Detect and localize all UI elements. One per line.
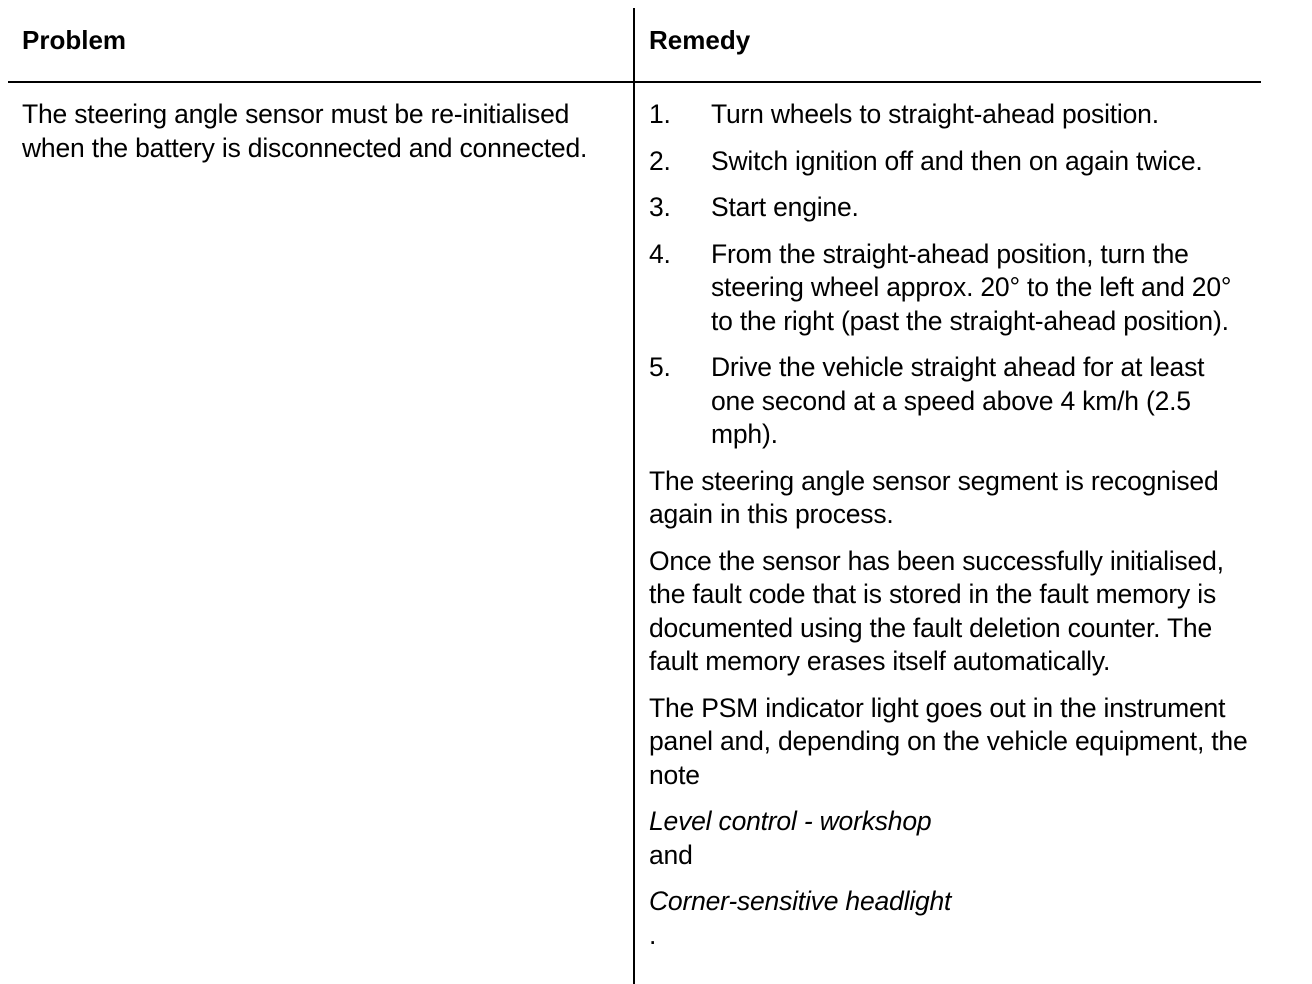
note-level-control-block bbox=[649, 805, 1254, 872]
paragraph-recognised: The steering angle sensor segment is recognised again in this process. bbox=[649, 465, 1219, 529]
note-and: and bbox=[649, 839, 693, 870]
remedy-step bbox=[649, 98, 1254, 132]
step-text: Drive the vehicle straight ahead for at least one second at a speed above 4 km/h (2.5 mph). bbox=[711, 352, 1205, 449]
step-text: Start engine. bbox=[711, 192, 859, 222]
step-number: 5. bbox=[649, 352, 671, 382]
problem-text: The steering angle sensor must be re-initialised when the battery is disconnected and connected. bbox=[22, 99, 588, 163]
remedy-step bbox=[649, 145, 1254, 179]
remedy-step bbox=[649, 238, 1254, 339]
header-remedy: Remedy bbox=[649, 25, 751, 55]
step-text: Turn wheels to straight-ahead position. bbox=[711, 99, 1159, 129]
step-text: Switch ignition off and then on again twice. bbox=[711, 145, 1203, 176]
remedy-step bbox=[649, 191, 1254, 225]
note-period: . bbox=[649, 919, 657, 950]
step-number: 2. bbox=[649, 145, 671, 176]
step-number: 4. bbox=[649, 238, 671, 269]
note-headlight-block bbox=[649, 885, 1254, 952]
header-problem: Problem bbox=[22, 25, 127, 55]
note-level-control: Level control - workshop bbox=[649, 806, 932, 836]
paragraph-indicator: The PSM indicator light goes out in the instrument panel and, depending on the vehicle equipment, the note bbox=[649, 692, 1248, 790]
column-divider bbox=[633, 8, 635, 984]
header-rule bbox=[8, 81, 1261, 83]
step-number: 3. bbox=[649, 192, 671, 222]
paragraph-initialised: Once the sensor has been successfully initialised, the fault code that is stored in the fault memory is documented using the fault deletion counter. The fault memory erases itself automatically. bbox=[649, 545, 1224, 676]
remedy-step bbox=[649, 351, 1254, 452]
note-headlight: Corner-sensitive headlight bbox=[649, 886, 952, 916]
remedy-cell bbox=[649, 98, 1254, 952]
step-text: From the straight-ahead position, turn the steering wheel approx. 20° to the left and 20° to the right (past the straight-ahead position). bbox=[711, 238, 1232, 336]
step-number: 1. bbox=[649, 99, 671, 129]
